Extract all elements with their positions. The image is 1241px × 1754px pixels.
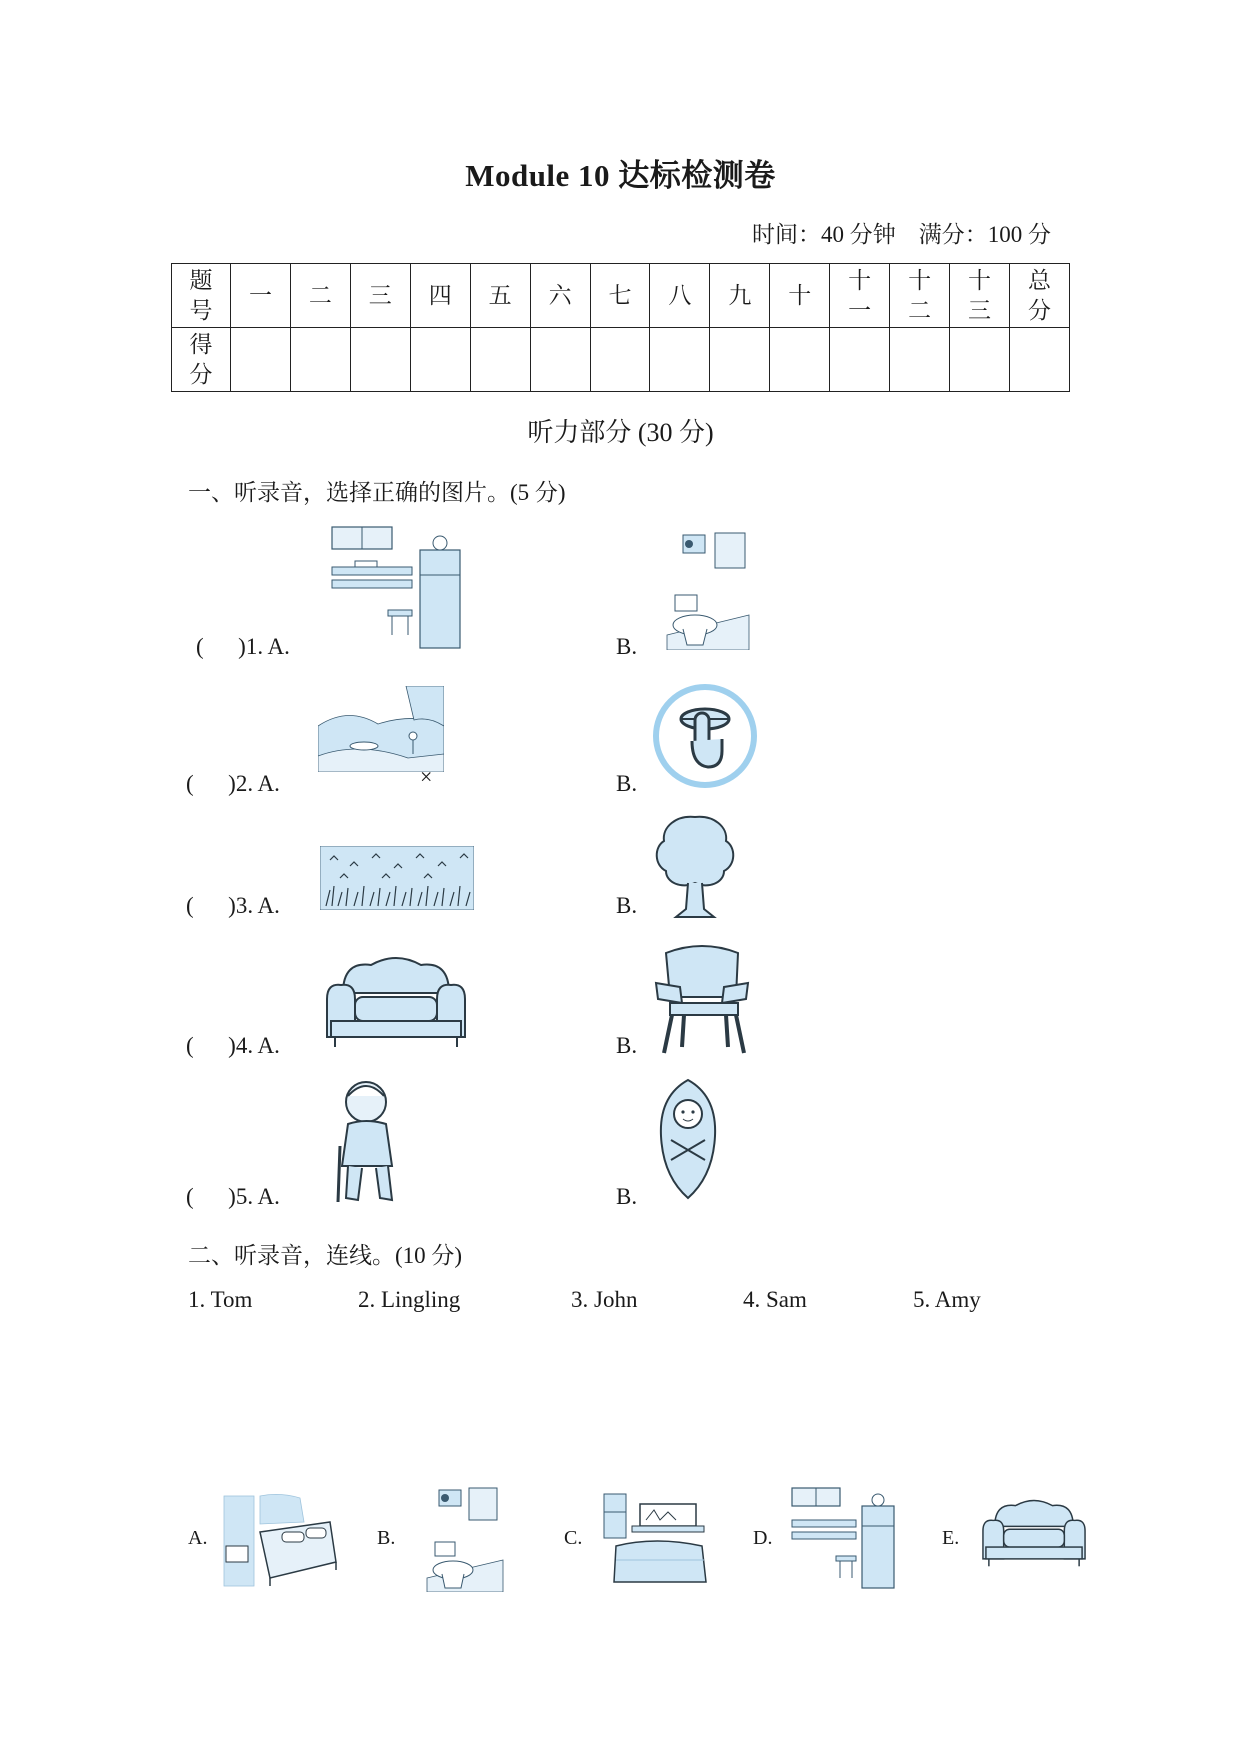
score-table-cell: 三 (350, 264, 410, 328)
question-2-option-b: B. (616, 771, 638, 796)
tree-icon[interactable] (652, 813, 738, 919)
question-4-option-b: B. (616, 1033, 638, 1058)
score-input-cell[interactable] (830, 328, 890, 392)
question-3-option-b: B. (616, 893, 638, 918)
old-man-icon[interactable] (326, 1076, 412, 1206)
park-icon[interactable] (318, 686, 444, 772)
question-3-label: ( )3. A. (186, 893, 280, 918)
score-input-cell[interactable] (650, 328, 710, 392)
score-table-header-row (172, 264, 1070, 328)
match-option-a-letter: A. (188, 1527, 208, 1549)
score-table-cell: 总 分 (1009, 264, 1069, 328)
kitchen-icon[interactable] (330, 525, 466, 650)
score-input-cell[interactable] (410, 328, 470, 392)
score-table-cell: 二 (290, 264, 350, 328)
score-input-cell[interactable] (350, 328, 410, 392)
match-name-3: 3. John (571, 1287, 638, 1312)
sofa-icon[interactable] (980, 1496, 1088, 1570)
listening-section-title: 听力部分 (30 分) (527, 418, 714, 447)
question-5-option-b: B. (616, 1184, 638, 1209)
match-name-1: 1. Tom (188, 1287, 253, 1312)
score-table-cell: 五 (470, 264, 530, 328)
score-table-cell: 四 (410, 264, 470, 328)
score-table-cell: 六 (530, 264, 590, 328)
grass-icon[interactable] (320, 846, 474, 910)
score-table-cell: 题 号 (172, 264, 231, 328)
score-table (171, 263, 1070, 392)
question-5-label: ( )5. A. (186, 1184, 280, 1209)
question-1-label: ( )1. A. (196, 634, 290, 659)
match-option-d-letter: D. (753, 1527, 773, 1549)
score-input-cell[interactable] (770, 328, 830, 392)
score-input-cell[interactable] (590, 328, 650, 392)
page-title: Module 10 达标检测卷 (465, 158, 776, 193)
match-name-2: 2. Lingling (358, 1287, 461, 1312)
score-input-cell[interactable] (710, 328, 770, 392)
score-input-cell[interactable] (231, 328, 291, 392)
score-table-cell: 十 一 (830, 264, 890, 328)
score-input-cell[interactable] (470, 328, 530, 392)
score-table-cell: 一 (231, 264, 291, 328)
match-name-5: 5. Amy (913, 1287, 981, 1312)
kitchen-icon[interactable] (790, 1486, 898, 1590)
score-input-cell[interactable] (1009, 328, 1069, 392)
match-name-4: 4. Sam (743, 1287, 807, 1312)
score-input-cell[interactable] (290, 328, 350, 392)
match-option-e-letter: E. (942, 1527, 960, 1549)
chair-icon[interactable] (652, 943, 758, 1057)
quiet-sign-icon[interactable] (652, 683, 758, 789)
living-room-icon[interactable] (602, 1490, 712, 1584)
score-input-cell[interactable] (950, 328, 1010, 392)
bedroom-icon[interactable] (220, 1492, 338, 1588)
question-1-option-b: B. (616, 634, 638, 659)
score-table-cell: 十 三 (950, 264, 1010, 328)
part1-heading: 一、听录音，选择正确的图片。(5 分) (188, 480, 566, 505)
question-2-label: ( )2. A. (186, 771, 280, 796)
part2-heading: 二、听录音，连线。(10 分) (188, 1243, 463, 1268)
score-table-cell: 九 (710, 264, 770, 328)
bathroom-icon[interactable] (425, 1480, 505, 1592)
score-table-score-row (172, 328, 1070, 392)
cross-mark: × (420, 764, 433, 789)
exam-time: 时间：40 分钟 (752, 222, 896, 247)
score-table-cell: 得 分 (172, 328, 231, 392)
exam-full-score: 满分：100 分 (918, 222, 1051, 247)
exam-meta (752, 216, 1051, 249)
score-table-cell: 八 (650, 264, 710, 328)
score-input-cell[interactable] (530, 328, 590, 392)
score-table-cell: 十 二 (890, 264, 950, 328)
score-input-cell[interactable] (890, 328, 950, 392)
match-option-c-letter: C. (564, 1527, 583, 1549)
bathroom-icon[interactable] (665, 525, 751, 650)
question-4-label: ( )4. A. (186, 1033, 280, 1058)
score-table-cell: 十 (770, 264, 830, 328)
match-option-b-letter: B. (377, 1527, 396, 1549)
score-table-cell: 七 (590, 264, 650, 328)
baby-icon[interactable] (655, 1076, 721, 1202)
sofa-icon[interactable] (323, 953, 469, 1051)
